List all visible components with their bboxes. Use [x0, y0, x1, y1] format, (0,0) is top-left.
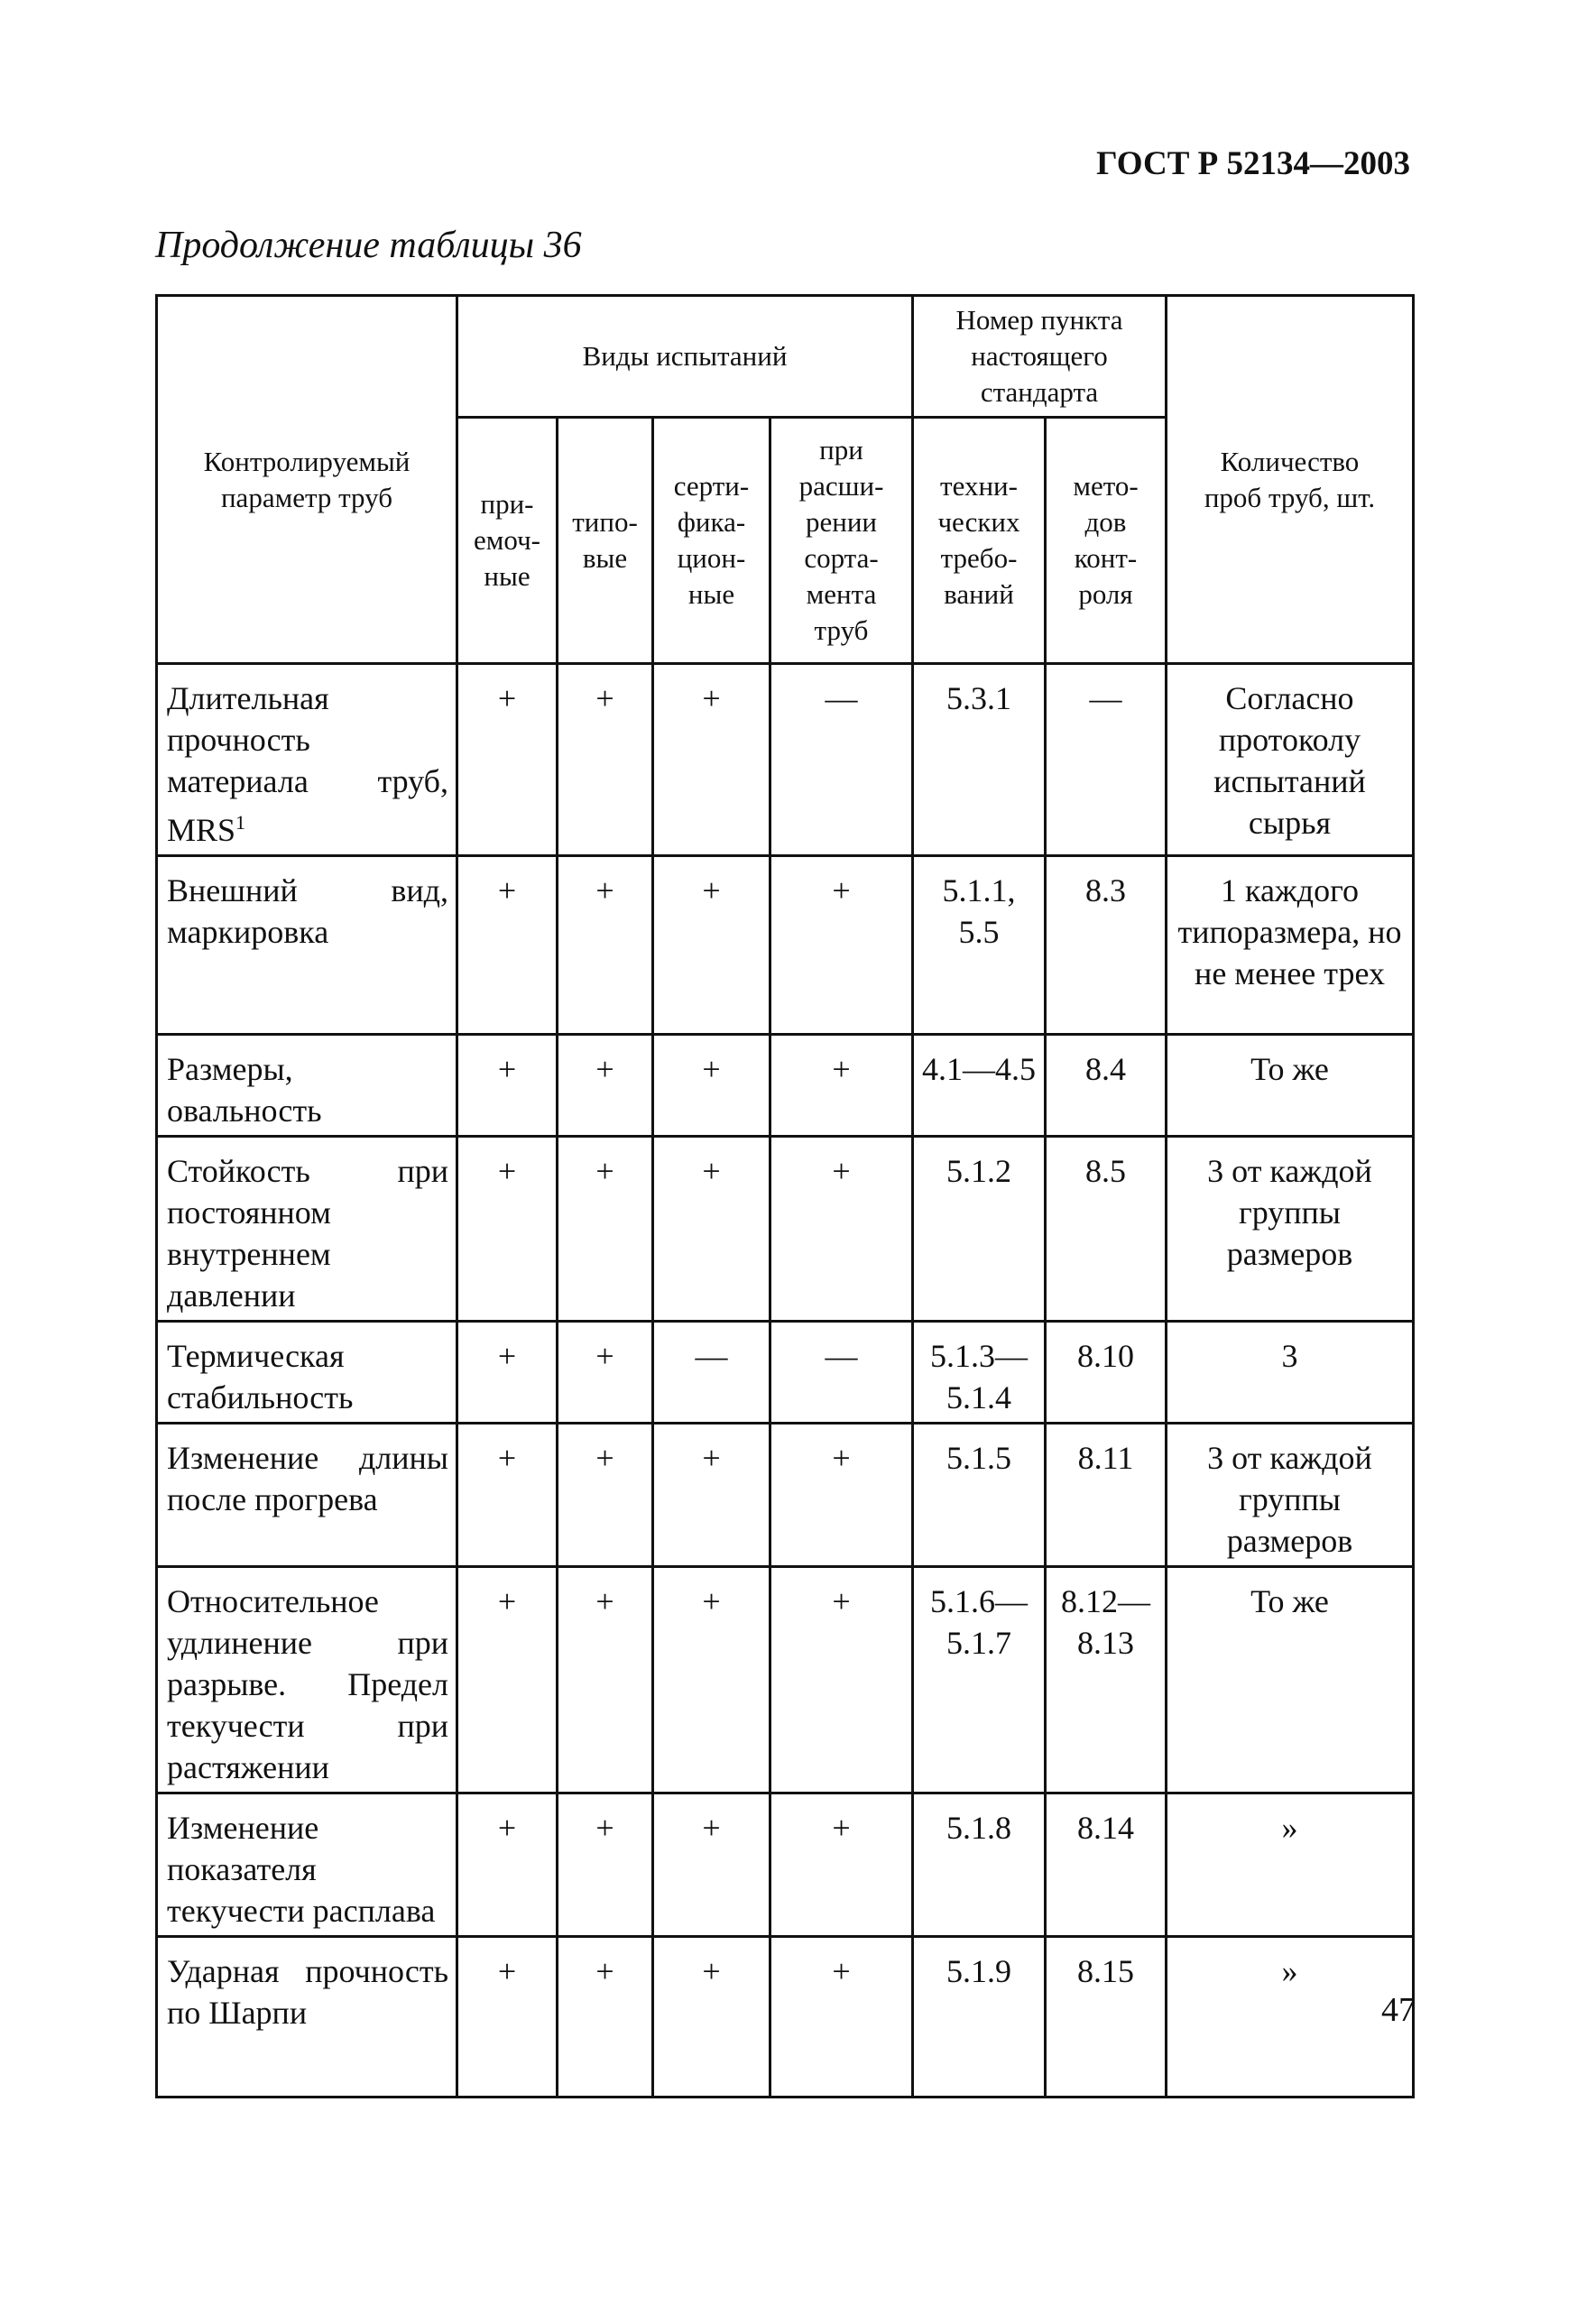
test-mark-cell: +: [653, 1937, 770, 2098]
table-row: [157, 1793, 1414, 1937]
test-mark-cell: +: [457, 1035, 558, 1137]
test-mark-cell: +: [457, 1424, 558, 1567]
test-mark-cell: +: [770, 1035, 913, 1137]
table-row: [157, 664, 1414, 856]
param-cell: Относительное удлинение при разрыве. Предел текучести при растяжении: [157, 1567, 457, 1793]
quantity-cell: 3 от каждой группы размеров: [1167, 1424, 1414, 1567]
test-mark-cell: +: [457, 1567, 558, 1793]
quantity-cell: 3: [1167, 1322, 1414, 1424]
method-clause-cell: —: [1046, 664, 1167, 856]
quantity-cell: То же: [1167, 1035, 1414, 1137]
method-clause-cell: 8.15: [1046, 1937, 1167, 2098]
test-mark-cell: +: [653, 1567, 770, 1793]
table-header: [157, 296, 1414, 664]
header-test-acceptance: при- емоч- ные: [457, 418, 558, 664]
test-mark-cell: +: [558, 1567, 653, 1793]
test-mark-cell: +: [558, 664, 653, 856]
test-mark-cell: +: [457, 1937, 558, 2098]
test-mark-cell: +: [770, 1424, 913, 1567]
test-mark-cell: +: [558, 856, 653, 1035]
test-mark-cell: +: [558, 1035, 653, 1137]
header-test-range-extension: при расши- рении сорта- мента труб: [770, 418, 913, 664]
method-clause-cell: 8.5: [1046, 1137, 1167, 1322]
table-row: [157, 1424, 1414, 1567]
test-mark-cell: +: [653, 1035, 770, 1137]
tests-table: [155, 294, 1415, 2098]
header-quantity: Количество проб труб, шт.: [1167, 296, 1414, 664]
table-row: [157, 1035, 1414, 1137]
test-mark-cell: —: [770, 664, 913, 856]
test-mark-cell: +: [457, 1322, 558, 1424]
table-body: [157, 664, 1414, 2098]
method-clause-cell: 8.10: [1046, 1322, 1167, 1424]
test-mark-cell: +: [770, 856, 913, 1035]
requirements-clause-cell: 5.3.1: [913, 664, 1046, 856]
param-cell: Изменение показателя текучести расплава: [157, 1793, 457, 1937]
method-clause-cell: 8.11: [1046, 1424, 1167, 1567]
test-mark-cell: +: [653, 664, 770, 856]
requirements-clause-cell: 5.1.3— 5.1.4: [913, 1322, 1046, 1424]
requirements-clause-cell: 5.1.9: [913, 1937, 1046, 2098]
header-param: Контролируемый параметр труб: [157, 296, 457, 664]
param-cell: Длительная прочность материала труб, MRS$^1$: [157, 664, 457, 856]
quantity-cell: 1 каждого типоразмера, но не менее трех: [1167, 856, 1414, 1035]
method-clause-cell: 8.14: [1046, 1793, 1167, 1937]
header-clause-group: Номер пункта настоящего стандарта: [913, 296, 1167, 418]
requirements-clause-cell: 5.1.1, 5.5: [913, 856, 1046, 1035]
test-mark-cell: +: [457, 856, 558, 1035]
table-row: [157, 856, 1414, 1035]
param-cell: Размеры, овальность: [157, 1035, 457, 1137]
requirements-clause-cell: 5.1.2: [913, 1137, 1046, 1322]
test-mark-cell: +: [770, 1137, 913, 1322]
quantity-cell: 3 от каждой группы размеров: [1167, 1137, 1414, 1322]
quantity-cell: »: [1167, 1937, 1414, 2098]
requirements-clause-cell: 5.1.5: [913, 1424, 1046, 1567]
param-cell: Термическая стабильность: [157, 1322, 457, 1424]
header-test-certification: серти- фика- цион- ные: [653, 418, 770, 664]
quantity-cell: То же: [1167, 1567, 1414, 1793]
header-clause-methods: мето- дов конт- роля: [1046, 418, 1167, 664]
requirements-clause-cell: 5.1.8: [913, 1793, 1046, 1937]
test-mark-cell: +: [653, 1793, 770, 1937]
test-mark-cell: —: [770, 1322, 913, 1424]
method-clause-cell: 8.4: [1046, 1035, 1167, 1137]
method-clause-cell: 8.12— 8.13: [1046, 1567, 1167, 1793]
test-mark-cell: +: [770, 1567, 913, 1793]
test-mark-cell: +: [558, 1424, 653, 1567]
param-cell: Стойкость при постоянном внутреннем давлении: [157, 1137, 457, 1322]
quantity-cell: »: [1167, 1793, 1414, 1937]
requirements-clause-cell: 5.1.6— 5.1.7: [913, 1567, 1046, 1793]
header-clause-requirements: техни- ческих требо- ваний: [913, 418, 1046, 664]
method-clause-cell: 8.3: [1046, 856, 1167, 1035]
quantity-cell: Согласно протоколу испытаний сырья: [1167, 664, 1414, 856]
test-mark-cell: +: [558, 1322, 653, 1424]
test-mark-cell: +: [653, 1137, 770, 1322]
header-tests-group: Виды испытаний: [457, 296, 913, 418]
table-row: [157, 1322, 1414, 1424]
test-mark-cell: +: [558, 1937, 653, 2098]
table-row: [157, 1137, 1414, 1322]
param-cell: Изменение длины после прогрева: [157, 1424, 457, 1567]
test-mark-cell: +: [770, 1793, 913, 1937]
table-caption: Продолжение таблицы 36: [155, 225, 582, 266]
header-test-type: типо- вые: [558, 418, 653, 664]
test-mark-cell: +: [457, 1137, 558, 1322]
test-mark-cell: —: [653, 1322, 770, 1424]
test-mark-cell: +: [770, 1937, 913, 2098]
test-mark-cell: +: [457, 664, 558, 856]
test-mark-cell: +: [457, 1793, 558, 1937]
param-cell: Внешний вид, маркировка: [157, 856, 457, 1035]
table-row: [157, 1937, 1414, 2098]
footnote-mark: 1: [235, 811, 246, 834]
requirements-clause-cell: 4.1—4.5: [913, 1035, 1046, 1137]
test-mark-cell: +: [558, 1137, 653, 1322]
test-mark-cell: +: [653, 1424, 770, 1567]
test-mark-cell: +: [653, 856, 770, 1035]
param-cell: Ударная прочность по Шарпи: [157, 1937, 457, 2098]
test-mark-cell: +: [558, 1793, 653, 1937]
table-row: [157, 1567, 1414, 1793]
page-number: 47: [1381, 1991, 1416, 2029]
standard-designation: ГОСТ Р 52134—2003: [1096, 145, 1410, 182]
